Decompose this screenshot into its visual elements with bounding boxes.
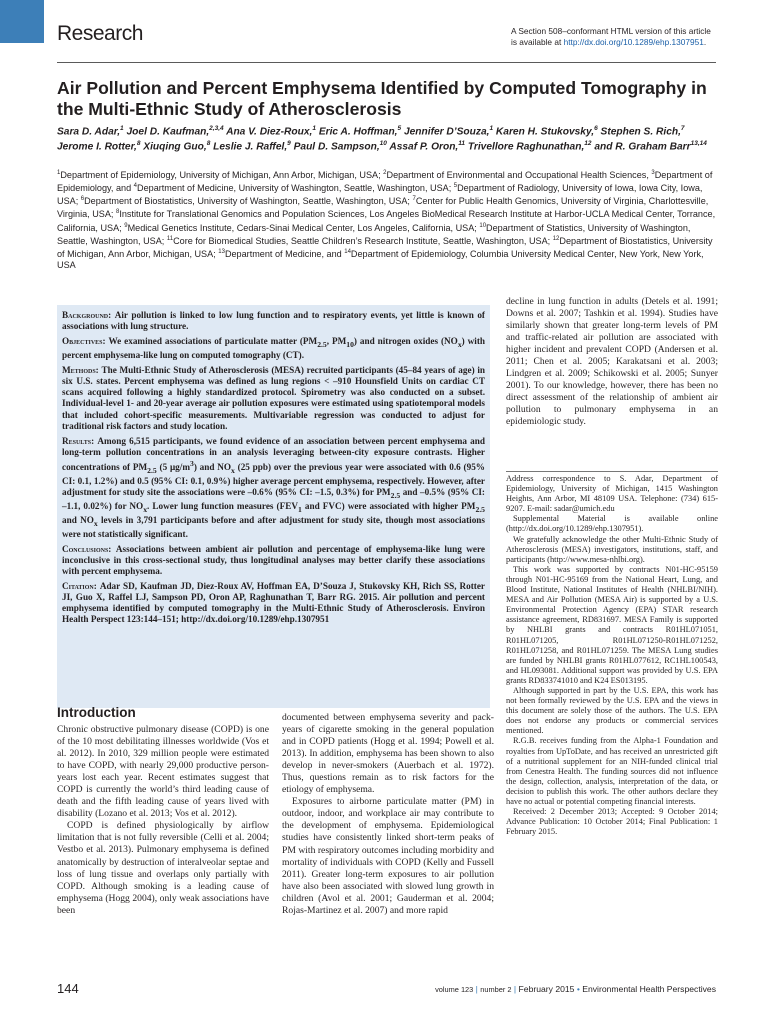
corr-disclaimer: Although supported in part by the U.S. EPA, this work has not been formally reviewed by the U.S. EPA and the views in this document are solely those of the authors. The U.S. EPA does not endorse any products or commercial services mentioned. [506, 685, 718, 736]
author-name: Jerome I. Rotter, [57, 141, 137, 153]
author-affiliation-mark: 1 [312, 125, 316, 132]
author-name: and R. Graham Barr [594, 141, 691, 153]
section-color-tab [0, 0, 44, 43]
abstract-citation: Citation: Adar SD, Kaufman JD, Diez-Roux AV, Hoffman EA, D’Souza J, Stukovsky KH, Rich SS, Rotter JI, Guo X, Raffel LJ, Sampson PD, Oron AP, Raghunathan T, Barr RG. 2015. Air pollution and percent emphysema identified by computed tomography in the Multi-Ethnic Study of Atherosclerosis. Environ Health Perspect 123:144–151; http://dx.doi.org/10.1289/ehp.1307951 [62, 581, 485, 625]
author-name: Joel D. Kaufman, [126, 126, 210, 138]
author-affiliation-mark: 11 [458, 140, 465, 148]
abstract-methods: Methods: The Multi-Ethnic Study of Atherosclerosis (MESA) recruited participants (45–84 years of age) in six U.S. states. Percent emphysema was defined as lung regions < –910 Hounsfield Units on cardiac CT scans acquired following a highly standardized protocol. Spirometry was also conducted on a subset. Individual-level 1- and 20-year average air pollution exposures were estimated using spatiotemporal models that included cohort-specific measurements. Multivariable regression was conducted to adjust for traditional risk factors and study location. [62, 365, 485, 431]
affiliation-text: Department of Medicine, and [224, 248, 345, 259]
footer-volume: volume 123 [435, 985, 474, 994]
author-affiliation-mark: 5 [397, 125, 402, 132]
affiliation-number: 1 [57, 170, 61, 176]
author-affiliation-mark: 13,14 [690, 140, 707, 148]
intro-paragraph: Chronic obstructive pulmonary disease (COPD) is one of the 10 most debilitating illnesses worldwide (Vos et al. 2012). In 2010, 329 million people were estimated to have COPD, with nearly 29,000 productive person-years lost each year. Recent estimates suggest that COPD is currently the world’s third leading cause of death and the fifth leading cause of years lived with disability (Lozano et al. 2013; Vos et al. 2012). [57, 724, 269, 820]
author-name: Leslie J. Raffel, [213, 141, 288, 153]
author-affiliation-mark: 10 [379, 140, 387, 148]
author-affiliation-mark: 6 [594, 125, 598, 132]
footer-bullet: • [576, 984, 580, 994]
footer-journal: Environmental Health Perspectives [582, 984, 716, 994]
abstract-box [57, 305, 490, 708]
corr-funding: This work was supported by contracts N01-HC-95159 through N01-HC-95169 from the National Heart, Lung, and Blood Institute, National Institutes of Health (NHLBI/NIH). MESA and Air Pollution (MESA Air) is supported by a U.S. Environmental Protection Agency (EPA) STAR research assistance agreement, RD831697. MESA Family is supported by NHLBI grants and contracts R01HL071051, R01HL071205, R01HL071250-R01HL071252, R01HL071258, and R01HL071259. The MESA Lung studies are funded by NHLBI grants R01HL077612, RC1HL100543, and HL093081. Additional support was provided by U.S. EPA grants RD833741010 and K24 ES013195. [506, 564, 718, 685]
author-affiliation-mark: 1 [120, 125, 124, 132]
author-affiliation-mark: 8 [206, 140, 211, 148]
section-label: Research [57, 22, 143, 45]
author-affiliation-mark: 9 [287, 140, 291, 148]
author-name: Xiuqing Guo, [143, 141, 207, 153]
affiliation-number: 11 [166, 235, 174, 242]
affiliation-text: Department of Medicine, University of Washington, Seattle, Washington, USA; [137, 183, 454, 194]
affiliation-text: Department of Environmental and Occupational Health Sciences, [386, 170, 652, 181]
abstract-background: Background: Air pollution is linked to low lung function and to respiratory events, yet little is known of associations with lung structure. [62, 310, 485, 332]
affiliation-text: Core for Biomedical Studies, Seattle Children’s Research Institute, Seattle, Washington, USA; [173, 235, 553, 246]
affiliation-number: 9 [124, 222, 128, 229]
affiliation-number: 7 [412, 196, 416, 203]
affiliation-number: 3 [651, 170, 655, 176]
affiliation-number: 6 [80, 196, 85, 203]
intro-paragraph: Exposures to airborne particulate matter (PM) in outdoor, indoor, and workplace air may contribute to the development of emphysema. Epidemiological studies have consistently linked short-term peaks of PM with respiratory outcomes including morbidity and mortality of individuals with COPD (Kelly and Fussell 2011). Greater long-term exposures to air pollution have also been associated with slowed lung growth in children (Avol et al. 2001; Gauderman et al. 2004; Rojas-Martinez et al. 2007) and more rapid [282, 796, 494, 916]
affiliation-number: 12 [552, 235, 560, 242]
affiliation-text: Department of Biostatistics, University of Michigan, Ann Arbor, Michigan, USA; [57, 235, 713, 259]
right-column-text [506, 296, 718, 429]
intro-column-1 [57, 724, 269, 917]
author-list [57, 123, 719, 154]
s508-end: . [703, 37, 707, 47]
abstract-conclusions: Conclusions: Associations between ambient air pollution and percentage of emphysema-like lung were inconclusive in this cross-sectional study, thus longitudinal analyses may better clarify these associations with percent emphysema. [62, 543, 485, 577]
corr-competing: R.G.B. receives funding from the Alpha-1 Foundation and royalties from UpToDate, and has received an unrestricted gift of a nutritional supplement for an NIH-funded clinical trial from Cenestra Health. The funding sources did not influence the design, collection, analysis, interpretation of the data, or decision to publish this work. The other authors declare they have no actual or potential competing financial interests. [506, 736, 718, 806]
author-affiliation-mark: 2,3,4 [209, 125, 224, 132]
affiliation-text: Institute for Translational Genomics and Population Sciences, Los Angeles BioMedical Research Institute at Harbor-UCLA Medical Center, Torrance, California, USA; [57, 209, 716, 233]
page-number: 144 [57, 981, 79, 996]
affiliation-number: 13 [218, 248, 225, 255]
affiliation-text: Department of Epidemiology, University of Michigan, Ann Arbor, Michigan, USA; [60, 170, 384, 181]
author-name: Sara D. Adar, [57, 126, 121, 138]
correspondence-block [506, 474, 718, 837]
corr-acknowledgment: We gratefully acknowledge the other Multi-Ethnic Study of Atherosclerosis (MESA) investigators, institutions, staff, and participants (http://www.mesa-nhlbi.org). [506, 534, 718, 564]
s508-link[interactable]: http://dx.doi.org/10.1289/ehp.1307951 [563, 37, 704, 47]
author-name: Jennifer D’Souza, [403, 126, 490, 138]
header-rule [57, 62, 716, 63]
author-name: Ana V. Diez-Roux, [226, 126, 313, 138]
affiliations [57, 168, 719, 271]
right-column-paragraph: decline in lung function in adults (Detels et al. 1991; Downs et al. 2007; Tashkin et al. 1994). Studies have similarly shown that greater long-term levels of PM and traffic-related air pollution are associated with higher incident and prevalent COPD (Andersen et al. 2011; Chen et al. 2005; Karakatsani et al. 2003; Lindgren et al. 2009; Schikowski et al. 2005; Sunyer 2001). To our knowledge, however, there has been no direct assessment of the relationship of ambient air pollution to pulmonary emphysema in an epidemiologic study. [506, 296, 718, 428]
s508-text: A Section 508–conformant HTML version of this article is available at [511, 26, 711, 47]
corr-dates: Received: 2 December 2013; Accepted: 9 October 2014; Advance Publication: 10 October 2014; Final Publication: 1 February 2015. [506, 807, 718, 837]
affiliation-number: 10 [479, 222, 487, 229]
correspondence-rule [506, 471, 718, 472]
footer-number: number 2 [480, 985, 512, 994]
affiliation-text: Department of Biostatistics, University of Washington, Seattle, Washington, USA; [84, 196, 413, 207]
intro-paragraph: COPD is defined physiologically by airflow limitation that is not fully reversible (Celli et al. 2004; Vestbo et al. 2013). Pulmonary emphysema is defined anatomically by destruction of interalveolar septae and loss of lung tissue and overlaps only partially with COPD. Although smoking is a leading cause of emphysema (Hogg 2004), only weak associations have been [57, 820, 269, 916]
intro-paragraph: documented between emphysema severity and pack-years of cigarette smoking in the general population and in COPD patients (Hogg et al. 1994; Powell et al. 2013). In addition, emphysema has been shown to also develop in never-smokers (Auerbach et al. 1972). Thus, questions remain as to risk factors for the etiology of emphysema. [282, 712, 494, 796]
affiliation-number: 4 [133, 183, 138, 190]
affiliation-number: 14 [344, 248, 351, 255]
intro-column-2 [282, 712, 494, 917]
footer-date: February 2015 [518, 984, 575, 994]
author-affiliation-mark: 1 [489, 125, 494, 132]
affiliation-text: Center for Public Health Genomics, University of Virginia, Charlottesville, Virginia, USA; [57, 196, 709, 220]
author-affiliation-mark: 8 [136, 140, 141, 148]
affiliation-text: Medical Genetics Institute, Cedars-Sinai Medical Center, Los Angeles, California, USA; [127, 222, 480, 233]
affiliation-number: 5 [453, 183, 458, 190]
affiliation-text: Department of Epidemiology, and [57, 170, 713, 194]
author-affiliation-mark: 7 [680, 125, 685, 132]
affiliation-number: 8 [115, 209, 120, 216]
author-name: Trivellore Raghunathan, [467, 141, 585, 153]
affiliation-text: Department of Epidemiology, Columbia University Medical Center, New York, New York, USA [57, 248, 704, 270]
footer-journal-info: volume 123 | number 2 | February 2015 • Environmental Health Perspectives [435, 984, 716, 994]
affiliation-text: Department of Statistics, University of Washington, Seattle, Washington, USA; [57, 222, 691, 246]
introduction-heading: Introduction [57, 705, 136, 720]
author-affiliation-mark: 12 [584, 140, 592, 148]
section-508-notice [511, 26, 716, 48]
abstract-results: Results: Among 6,515 participants, we found evidence of an association between percent emphysema and long-term pollution concentrations in an analysis leveraging between-city exposure contrasts. Higher concentrations of $PM_{2.5}$ (5 $\mu g/m^3$) and $NO_x$ (25 ppb) over the previous year were associated with 0.6 (95% CI: 0.1, 1.2%) and 0.5 (95% CI: 0.1, 0.9%) higher average percent emphysema, respectively. However, after adjustment for study site the associations were –0.6% (95% CI: –1.5, 0.3%) for $PM_{2.5}$ and –0.5% (95% CI: –1.1, 0.02%) for $NO_x$. Lower lung function measures ($FEV_1$ and FVC) were associated with higher $PM_{2.5}$ and $NO_x$ levels in 3,791 participants before and after adjustment for study site, though most associations were not statistically significant. [62, 435, 486, 539]
abstract-objectives: Objectives: We examined associations of particulate matter ($PM_{2.5}$, $PM_{10}$) and nitrogen oxides $(NO_x)$ with percent emphysema-like lung on computed tomography (CT). [62, 336, 485, 361]
corr-address: Address correspondence to S. Adar, Department of Epidemiology, University of Michigan, 1415 Washington Heights, Ann Arbor, MI 48109 USA. Telephone: (734) 615-9207. E-mail: sadar@umich.edu [506, 474, 718, 514]
author-name: Assaf P. Oron, [389, 141, 459, 153]
author-name: Paul D. Sampson, [293, 141, 380, 153]
author-name: Eric A. Hoffman, [318, 126, 398, 138]
author-name: Karen H. Stukovsky, [495, 126, 595, 138]
corr-supplemental: Supplemental Material is available online (http://dx.doi.org/10.1289/ehp.1307951). [506, 514, 718, 534]
affiliation-number: 2 [383, 170, 387, 176]
article-title: Air Pollution and Percent Emphysema Identified by Computed Tomography in the Multi-Ethnic Study of Atherosclerosis [57, 78, 707, 119]
affiliation-text: Department of Radiology, University of Iowa, Iowa City, Iowa, USA; [57, 183, 703, 207]
author-name: Stephen S. Rich, [600, 126, 681, 138]
